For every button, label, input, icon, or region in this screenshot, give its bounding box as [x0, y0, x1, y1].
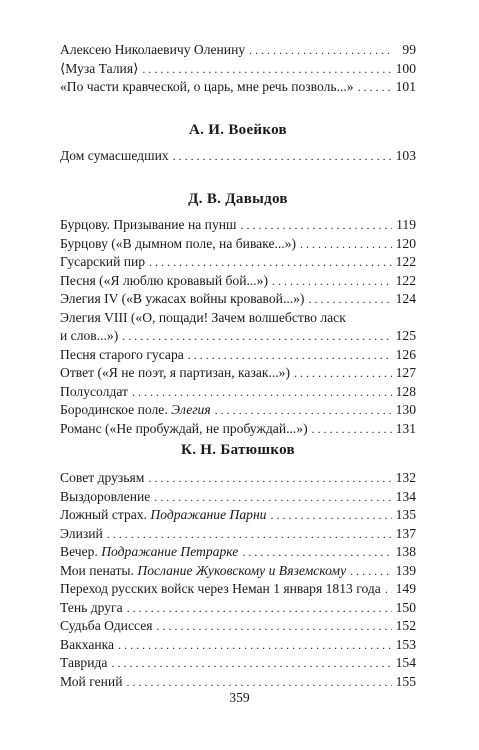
toc-entry — [60, 636, 416, 655]
toc-entry — [60, 420, 416, 439]
entry-page: 124 — [395, 291, 416, 306]
leader-dots — [122, 327, 391, 346]
toc-entry — [60, 216, 416, 235]
toc-entry — [60, 488, 416, 507]
entry-title-main: Бородинское поле. — [60, 402, 168, 417]
entry-page: 122 — [395, 272, 416, 288]
entry-title: Романс («Не пробуждай, не пробуждай...») — [60, 420, 308, 436]
entry-page: 137 — [395, 525, 416, 541]
entry-title-main: Ложный страх. — [60, 507, 147, 522]
author-heading: Д. В. Давыдов — [188, 191, 288, 207]
toc-entry — [60, 41, 416, 60]
entry-title-italic: Подражание Петрарке — [101, 544, 239, 559]
toc-entry — [60, 506, 416, 525]
toc-entry — [60, 383, 416, 402]
entry-page: 153 — [395, 636, 416, 652]
entry-page: 100 — [395, 60, 416, 76]
entry-page: 134 — [395, 488, 416, 504]
entry-title-italic: Подражание Парни — [150, 507, 267, 522]
leader-dots — [272, 272, 392, 291]
toc-entry — [60, 346, 416, 365]
entry-title — [60, 562, 346, 581]
toc-entry-line1 — [60, 309, 416, 328]
leader-dots — [294, 364, 392, 383]
toc-entry — [60, 253, 416, 272]
leader-dots — [350, 562, 392, 581]
entry-title: «По части кравческой, о царь, мне речь позволь...» — [60, 79, 354, 94]
toc-entry — [60, 364, 416, 383]
entry-title — [60, 506, 266, 525]
entry-title: Переход русских войск через Неман 1 января 1813 года — [60, 581, 381, 596]
toc-section-batyushkov — [60, 469, 416, 691]
entry-page: 155 — [395, 673, 416, 689]
toc-entry — [60, 673, 416, 692]
toc-entry — [60, 272, 416, 291]
entry-page: 103 — [395, 148, 416, 163]
toc-entry — [60, 654, 416, 673]
leader-dots — [156, 617, 391, 636]
entry-page: 152 — [395, 618, 416, 633]
entry-page: 139 — [395, 562, 416, 578]
entry-title: Вакханка — [60, 636, 115, 652]
toc-entry — [60, 562, 416, 581]
entry-title: Алексею Николаевичу Оленину — [60, 42, 246, 57]
entry-title: Песня («Я люблю кровавый бой...») — [60, 272, 268, 288]
leader-dots — [118, 636, 392, 655]
leader-dots — [132, 383, 392, 402]
toc-entry — [60, 525, 416, 544]
entry-title: Таврида — [60, 655, 108, 670]
entry-title: Выздоровление — [60, 488, 151, 504]
leader-dots — [148, 469, 391, 488]
toc-entry — [60, 60, 416, 79]
entry-title: Элегия IV («В ужасах войны кровавой...») — [60, 291, 305, 306]
leader-dots — [107, 525, 392, 544]
leader-dots — [385, 580, 392, 599]
entry-page: 126 — [395, 346, 416, 362]
entry-page: 150 — [395, 599, 416, 615]
leader-dots — [188, 346, 392, 365]
entry-title-line1: Элегия VIII («О, пощади! Зачем волшебство ласк — [60, 309, 346, 325]
leader-dots — [270, 506, 391, 525]
toc-entry — [60, 401, 416, 420]
entry-title: и слов...») — [60, 328, 119, 343]
leader-dots — [300, 235, 392, 254]
leader-dots — [126, 673, 391, 692]
toc-entry — [60, 580, 416, 599]
leader-dots — [308, 290, 391, 309]
entry-page: 154 — [395, 655, 416, 670]
entry-title: ⟨Муза Талия⟩ — [60, 60, 139, 76]
entry-title: Полусолдат — [60, 383, 128, 399]
page-number: 359 — [229, 690, 250, 705]
entry-title: Совет друзьям — [60, 470, 145, 485]
toc-entry — [60, 327, 416, 346]
entry-page: 128 — [395, 383, 416, 399]
entry-title: Бурцову. Призывание на пунш — [60, 217, 237, 232]
entry-title-italic: Элегия — [171, 402, 211, 417]
leader-dots — [241, 216, 393, 235]
entry-page: 127 — [395, 365, 416, 380]
entry-page: 119 — [396, 217, 416, 232]
entry-title: Гусарский пир — [60, 254, 146, 269]
author-heading: К. Н. Батюшков — [181, 442, 295, 458]
entry-page: 99 — [402, 42, 416, 57]
toc-entry — [60, 78, 416, 97]
entry-title: Элизий — [60, 525, 103, 541]
entry-page: 120 — [395, 235, 416, 251]
entry-page: 132 — [395, 470, 416, 485]
toc-entry — [60, 235, 416, 254]
entry-title: Дом сумасшедших — [60, 148, 169, 163]
leader-dots — [111, 654, 391, 673]
toc-entry — [60, 290, 416, 309]
entry-title: Мой гений — [60, 673, 123, 689]
entry-title-main: Вечер. — [60, 544, 98, 559]
toc-entry — [60, 469, 416, 488]
entry-page: 130 — [395, 402, 416, 417]
entry-title-main: Мои пенаты. — [60, 562, 134, 578]
entry-title: Песня старого гусара — [60, 346, 184, 362]
entry-page: 125 — [395, 328, 416, 343]
entry-page: 122 — [395, 254, 416, 269]
leader-dots — [149, 253, 392, 272]
entry-title: Бурцову («В дымном поле, на биваке...») — [60, 235, 297, 251]
entry-title: Ответ («Я не поэт, я партизан, казак...») — [60, 365, 290, 380]
leader-dots — [242, 543, 391, 562]
leader-dots — [249, 41, 392, 60]
leader-dots — [127, 599, 392, 618]
leader-dots — [142, 60, 391, 79]
toc-section-continuation — [60, 41, 416, 97]
entry-page: 149 — [395, 581, 416, 596]
toc-section-voeikov — [60, 147, 416, 166]
leader-dots — [312, 420, 392, 439]
toc-entry — [60, 599, 416, 618]
entry-title-italic: Послание Жуковскому и Вяземскому — [137, 562, 347, 578]
entry-title — [60, 401, 211, 420]
entry-page: 101 — [395, 79, 416, 94]
entry-page: 131 — [395, 420, 416, 436]
entry-title — [60, 543, 238, 562]
leader-dots — [358, 78, 392, 97]
toc-entry — [60, 147, 416, 166]
entry-page: 135 — [395, 507, 416, 522]
toc-entry — [60, 617, 416, 636]
toc-section-davydov — [60, 216, 416, 438]
leader-dots — [173, 147, 392, 166]
entry-title: Судьба Одиссея — [60, 618, 153, 633]
leader-dots — [154, 488, 391, 507]
leader-dots — [215, 401, 392, 420]
toc-entry — [60, 543, 416, 562]
author-heading: А. И. Воейков — [189, 122, 287, 138]
entry-title: Тень друга — [60, 599, 123, 615]
entry-page: 138 — [395, 544, 416, 559]
